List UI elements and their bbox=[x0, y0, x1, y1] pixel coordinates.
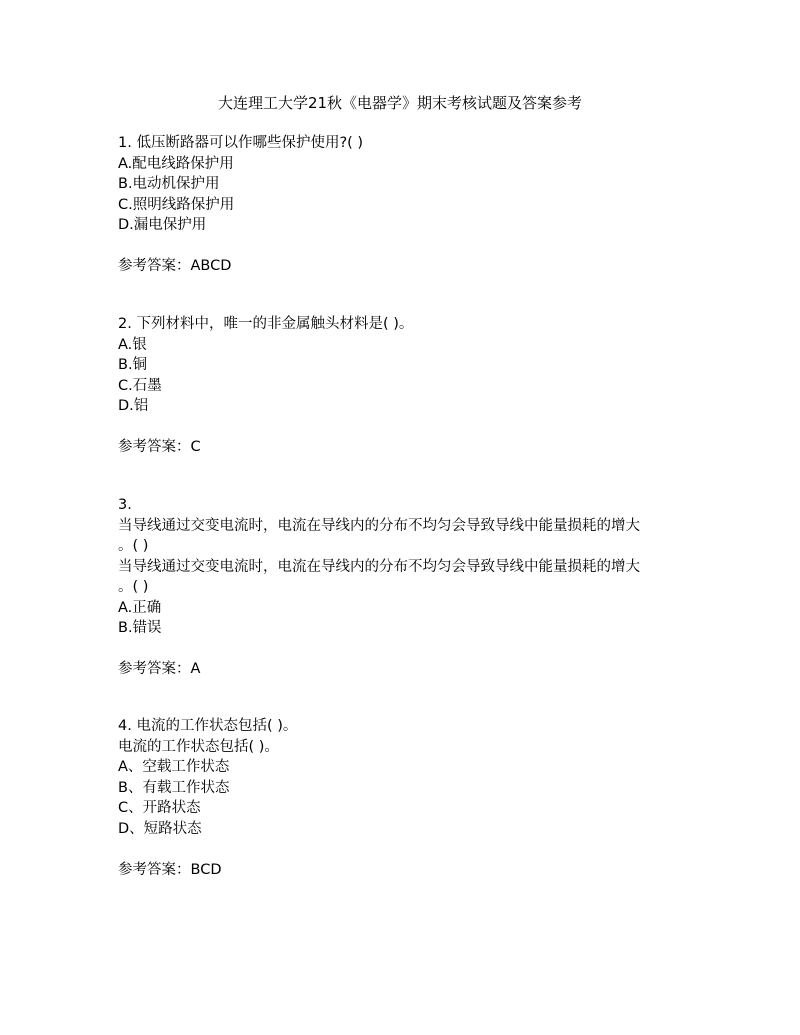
question-3-stem-repeat-line-1: 当导线通过交变电流时，电流在导线内的分布不均匀会导致导线中能量损耗的增大 bbox=[118, 558, 640, 575]
question-4-option-d: D、短路状态 bbox=[118, 820, 202, 837]
question-3-stem-line-1: 当导线通过交变电流时，电流在导线内的分布不均匀会导致导线中能量损耗的增大 bbox=[118, 517, 640, 534]
question-3-stem-repeat-line-2: 。( ) bbox=[118, 579, 149, 595]
question-1 bbox=[118, 133, 698, 277]
question-4-stem: 4. 电流的工作状态包括( )。 bbox=[118, 718, 298, 734]
question-3-number: 3. bbox=[118, 497, 132, 513]
question-4-option-c: C、开路状态 bbox=[118, 800, 201, 816]
question-1-stem: 1. 低压断路器可以作哪些保护使用?( ) bbox=[118, 135, 364, 151]
question-2-option-a: A.银 bbox=[118, 336, 147, 353]
question-1-answer: 参考答案：ABCD bbox=[118, 258, 232, 274]
question-3 bbox=[118, 495, 698, 680]
question-2-option-d: D.铝 bbox=[118, 398, 149, 414]
question-4-option-b: B、有载工作状态 bbox=[118, 779, 230, 796]
question-2-answer: 参考答案：C bbox=[118, 439, 201, 455]
question-4 bbox=[118, 716, 698, 880]
question-2-option-c: C.石墨 bbox=[118, 377, 162, 394]
question-1-option-d: D.漏电保护用 bbox=[118, 217, 207, 233]
question-2-stem: 2. 下列材料中，唯一的非金属触头材料是( )。 bbox=[118, 316, 414, 332]
question-3-answer: 参考答案：A bbox=[118, 661, 201, 677]
question-3-stem-line-2: 。( ) bbox=[118, 538, 149, 554]
question-2 bbox=[118, 314, 698, 458]
question-1-option-c: C.照明线路保护用 bbox=[118, 196, 235, 213]
document-title: 大连理工大学21秋《电器学》期末考核试题及答案参考 bbox=[217, 94, 583, 112]
question-1-option-b: B.电动机保护用 bbox=[118, 176, 220, 192]
question-3-option-b: B.错误 bbox=[118, 620, 162, 636]
question-4-answer: 参考答案：BCD bbox=[118, 861, 222, 878]
question-2-option-b: B.铜 bbox=[118, 357, 148, 373]
question-4-stem-repeat: 电流的工作状态包括( )。 bbox=[118, 738, 279, 755]
question-1-option-a: A.配电线路保护用 bbox=[118, 155, 234, 172]
question-4-option-a: A、空载工作状态 bbox=[118, 759, 230, 775]
question-3-option-a: A.正确 bbox=[118, 599, 162, 616]
